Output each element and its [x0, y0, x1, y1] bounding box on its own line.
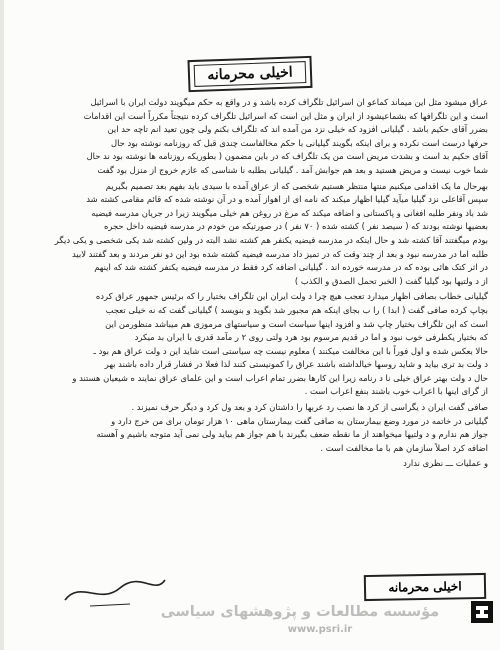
text-line: حرفها درست است نکرده و برای اینکه بگویند گیلیانی با حکم مخالفاست چندی قبل که روزنامه نوشته بود حال: [111, 137, 488, 148]
closing-line: [14, 457, 488, 471]
text-line: جواز هم ندارم و د ولتیها میخواهند از ما نقطه ضعف بگیرند با هم جواز هم بیاید ولی نمی آید متوجه باشیم و آهسته: [96, 429, 488, 440]
text-line: در اثر کتک هائی بوده که در مدرسه خورده اند . گیلیانی اضافه کرد فقط در مدرسه فیضیه یکنفر کشته شد که اینهم: [94, 262, 488, 273]
text-line: عراق میشود مثل این میماند کماعو ان اسرائیل تلگراف کرده باشد و در واقع به حکم میگویند دولت ایران با اسرائیل: [90, 97, 488, 107]
text-line: از گرای اینها با اعراب خوب باشند بنفع اعراب است .: [304, 386, 488, 397]
bottom-secret-stamp: [364, 573, 486, 601]
text-line: شد باد ونفر طلبه افغانی و پاکستانی و اضافه میکند که مرغ در روغن هم خیلی میگویند زیرا در جریان مدرسه فیضیه: [91, 207, 488, 218]
text-line: گیلیانی در خاتمه در مورد وضع بیمارستان به صافی گفت بیمارستان ماهی ١٠ هزار تومان برای من خرج دارد و: [111, 415, 488, 426]
text-line: بعضیها نوشته بودند که ( سیصد نفر ) کشته شده ( ٧٠ نفر ) در صورتیکه من خودم در مدرسه فیضیه داخل حجره: [103, 221, 488, 232]
text-line: که بختیار یکطرفی خوب نبود و اما در قدیم مرسوم بود هرد ولتی روی ٢ ر مآمد قدری با ایران بد میکرد: [134, 332, 488, 343]
paragraph: [14, 401, 488, 455]
text-line: حال د ولت بهتر عراق خیلی نا د رنامه زیرا این کارها بضرر تمام اعراب است و این علمای عراق نمایند ه شیعیان هستند و: [72, 372, 488, 383]
text-line: حالا بعکس شده و اول فوراً با این مخالفت میکنند ) معلوم نیست چه سیاستی است شاید این د ولت عراق هم بود ـ: [93, 345, 488, 356]
text-line: گیلیانی خطاب بصافی اظهار میدارد تعجب هیچ چرا د ولت ایران این تلگراف بختیار را که برئیس جمهور عراق کرده: [95, 291, 488, 302]
text-line: آقای حکیم بد است و بشدت مریض است من یک تلگراف که در باین مضمون ( بطوریکه روزنامه ها نوشته بود ند حال: [86, 151, 488, 162]
text-line: د ولت بد تری بیاید و شاید روسها خیالداشته باشند عراق را کمونیستی کنند لذا فعلا در فشار قرار داده باشند بهر: [104, 359, 488, 370]
website-watermark: www.psri.ir: [287, 624, 353, 635]
text-line: طلبه اما در مدرسه نبود و بعد از چند وقت که در تمیز داد مدرسه فیضیه کشته شده بود این دو نفر مردند و بعد گفتند لابید: [71, 248, 488, 259]
top-secret-stamp: [187, 56, 312, 92]
text-line: صافی گفت ایران د یگراسی از کرد ها نصب رد عربها را داشتان کرد و بعد ول کرد و دیگر حرف نمیزند .: [131, 402, 488, 413]
text-line: بودم میگفتند آقا کشته شد و حال اینکه در مدرسه فیضیه یکنفر هم کشته نشد البته در ولین کشته شد یکی شخصی و یکی دیگر: [54, 234, 488, 245]
paragraph: [14, 96, 488, 178]
text-line: بضرر آقای حکیم باشد . گیلیانی افزود که خیلی نزد من آمده اند که تلگراف بکنم ولی چون تعید انم تاچه حد این: [107, 124, 488, 135]
report-body: [14, 96, 488, 471]
text-line: و عملیات ـــ نظری ندارد: [403, 458, 488, 469]
institute-watermark: مؤسسه مطالعات و پژوهشهای سیاسی: [160, 604, 440, 620]
text-line: است و این تلگرافها که بشماعیشود از ایران و مثل این است که اسرائیل تلگراف کرده نتیجتاً مکرراً است این اقدامات: [83, 110, 488, 121]
text-line: سپس آقاعلی نزد گیلیا میآید گیلیا اظهار میکند که نامه ای از اهواز آمده و در آن نوشته شده که قائم مقامی کشته شد: [86, 194, 488, 205]
paragraph: [14, 180, 488, 289]
bottom-stamp-text: اخیلی محرمانه: [388, 579, 462, 595]
stamp-inner-border: [194, 61, 307, 87]
text-line: از د ولتیها بود گیلیا گفت ( الخبر تحمل الصدق و الکذب ): [294, 275, 488, 286]
text-line: بچاپ کرده صافی گفت ( ابدا ) را ب بجای اینکه هم مجبور شد بگوید و بنویسد ) گیلیانی گفت که نه خیلی تعجب: [105, 304, 488, 315]
text-line: است که این تلگراف بختیار چاپ شد و افزود اینها سیاست است و سیاستهای مرموزی هم میباشد منظورمن این: [105, 318, 488, 329]
institute-logo-icon: [470, 600, 494, 624]
paragraph: [14, 290, 488, 399]
text-line: اضافه کرد اصلاً سازمان هم با ما مخالفت است .: [320, 442, 488, 453]
text-line: شما خوب نیست و مریض هستید و بعد هم جوابش آمد . گیلیانی بطلبه نا شناسی که عازم خروج از منزل بود گفت: [97, 164, 488, 175]
top-stamp-text: اخیلی محرمانه: [207, 64, 293, 84]
text-line: بهرحال ما یک اقدامی میکنیم منتها منتظر هستیم شخصی که از عراق آمده با سیدی باید بفهم بعد تصمیم بگیریم: [105, 180, 488, 191]
scan-edge: [0, 0, 4, 650]
